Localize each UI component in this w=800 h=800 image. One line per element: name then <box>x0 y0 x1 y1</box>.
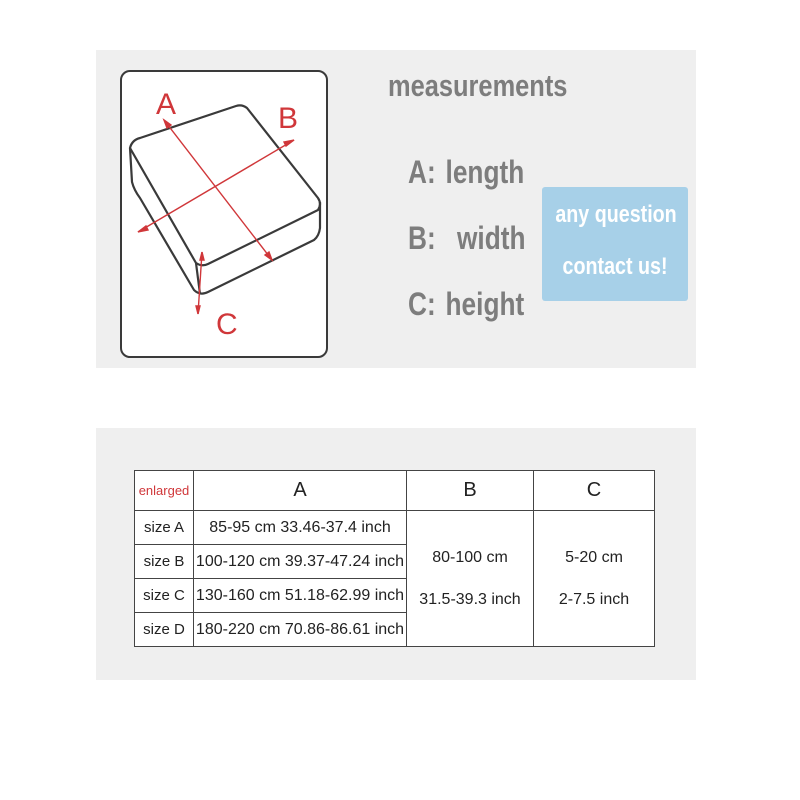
dimension-row-width <box>408 220 526 257</box>
diagram-label-a: A <box>156 88 177 121</box>
diagram-label-c: C <box>216 308 238 341</box>
table-row <box>135 511 655 545</box>
dimension-value: length <box>445 154 525 190</box>
table-row-size-label: size A <box>135 511 194 545</box>
c-value-cm: 5-20 cm <box>565 548 623 566</box>
contact-line-question-text: any question <box>555 201 677 228</box>
b-value-cm: 80-100 cm <box>432 548 508 566</box>
table-header-a: A <box>194 471 407 511</box>
table-header-row <box>135 471 655 511</box>
dimension-key: B: <box>408 220 436 256</box>
table-row-size-label: size D <box>135 613 194 647</box>
contact-line-contact-text: contact us! <box>562 253 668 280</box>
size-table <box>134 470 655 647</box>
cushion-side-face <box>130 148 320 294</box>
dimension-key: A: <box>408 154 436 190</box>
table-row-size-label: size C <box>135 579 194 613</box>
measurements-title: measurements <box>388 68 568 103</box>
table-cell-a: 100-120 cm 39.37-47.24 inch <box>194 545 407 579</box>
arrow-a-line <box>164 120 272 260</box>
table-cell-a: 180-220 cm 70.86-86.61 inch <box>194 613 407 647</box>
arrow-b-head-start <box>284 140 294 146</box>
measurements-panel <box>96 50 696 368</box>
contact-us-box[interactable] <box>542 187 688 301</box>
table-cell-a: 85-95 cm 33.46-37.4 inch <box>194 511 407 545</box>
c-value-inch: 2-7.5 inch <box>558 590 630 608</box>
dimension-row-length <box>408 154 524 191</box>
arrow-c-head-end <box>196 306 200 314</box>
cushion-diagram-card <box>120 70 328 358</box>
dimension-value: height <box>445 286 525 322</box>
size-chart-panel <box>96 428 696 680</box>
dimension-key: C: <box>408 286 436 322</box>
arrow-b-head-end <box>138 226 148 232</box>
b-value-inch: 31.5-39.3 inch <box>419 590 521 608</box>
table-cell-a: 130-160 cm 51.18-62.99 inch <box>194 579 407 613</box>
dimension-row-height <box>408 286 524 323</box>
table-cell-b <box>407 511 534 647</box>
diagram-label-b: B <box>278 102 299 135</box>
table-header-b: B <box>407 471 534 511</box>
arrow-b-line <box>138 140 294 232</box>
table-corner-label: enlarged <box>135 471 194 511</box>
table-row-size-label: size B <box>135 545 194 579</box>
contact-line-question <box>542 201 688 229</box>
table-cell-c <box>534 511 655 647</box>
table-header-c: C <box>534 471 655 511</box>
arrow-c-head-start <box>200 252 204 260</box>
contact-line-contact <box>542 253 688 281</box>
dimension-value: width <box>457 220 526 256</box>
